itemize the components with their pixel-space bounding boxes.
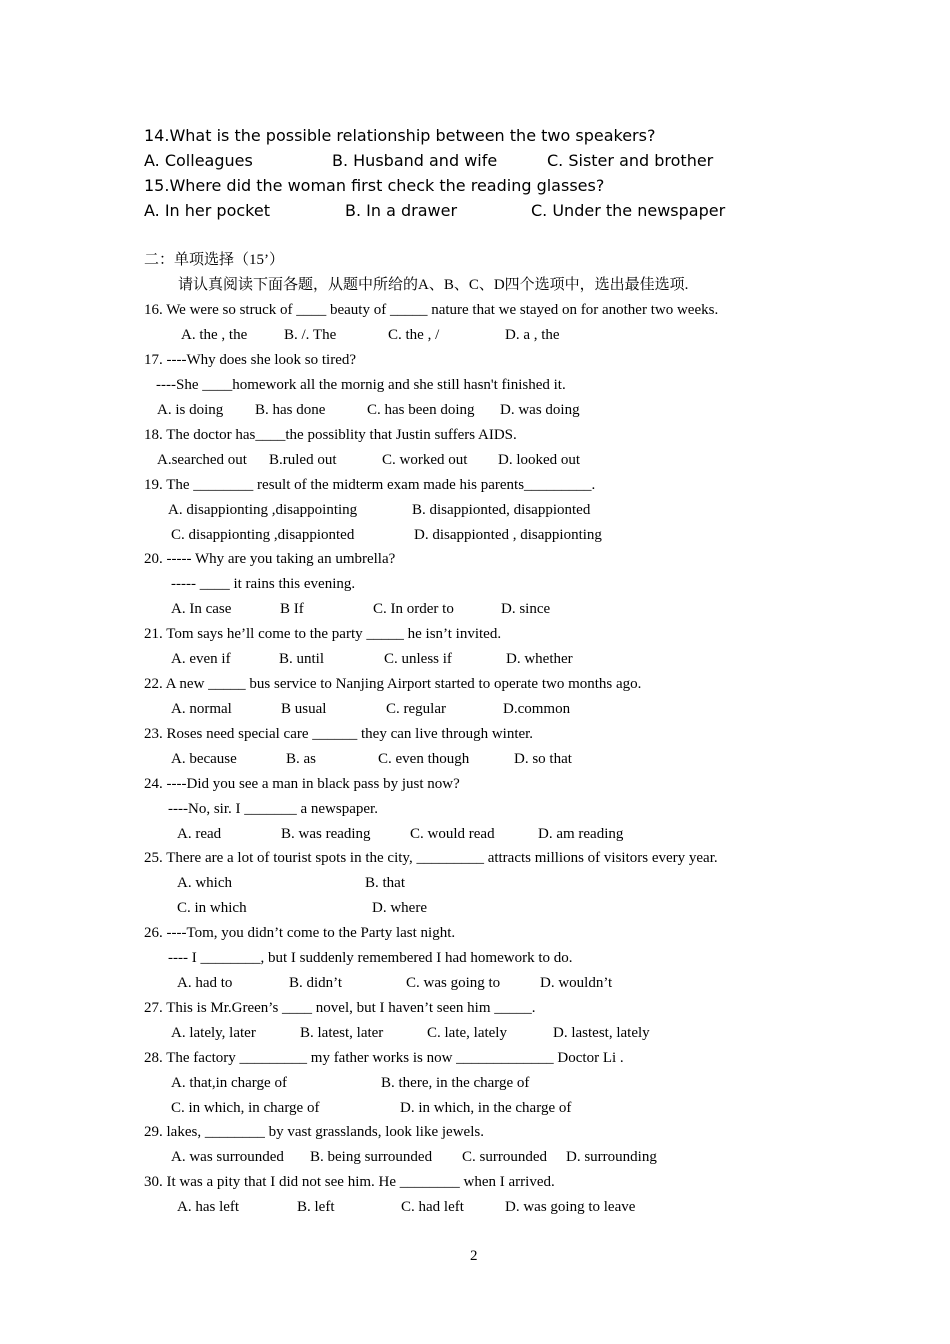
- q14-stem: 14.What is the possible relationship between the two speakers?: [144, 126, 656, 145]
- q30-option-a: A. has left: [177, 1199, 240, 1215]
- q14-option-a: A. Colleagues: [144, 151, 253, 170]
- q21-option-a: A. even if: [171, 651, 231, 667]
- q16-option-c: C. the , /: [388, 327, 440, 343]
- q15-stem: 15.Where did the woman first check the reading glasses?: [144, 176, 605, 195]
- q14-option-b: B. Husband and wife: [332, 151, 498, 170]
- q21-option-d: D. whether: [506, 651, 573, 667]
- q20-option-a: A. In case: [171, 601, 232, 617]
- q16-stem: 16. We were so struck of ____ beauty of _____ nature that we stayed on for another two weeks.: [144, 302, 719, 318]
- q26-option-c: C. was going to: [406, 975, 501, 991]
- q25-option-b: B. that: [365, 875, 405, 891]
- q26-option-b: B. didn’t: [289, 975, 343, 991]
- section-title: 二：单项选择（15’）: [144, 252, 284, 268]
- q28-option-d: D. in which, in the charge of: [400, 1100, 572, 1116]
- q17-stem: 17. ----Why does she look so tired?: [144, 352, 357, 368]
- q30-stem: 30. It was a pity that I did not see him. He ________ when I arrived.: [144, 1174, 555, 1190]
- q21-option-c: C. unless if: [384, 651, 452, 667]
- q19-option-c: C. disappionting ,disappionted: [171, 527, 355, 543]
- q22-option-a: A. normal: [171, 701, 232, 717]
- q28-option-c: C. in which, in charge of: [171, 1100, 320, 1116]
- q18-option-c: C. worked out: [382, 452, 468, 468]
- q18-option-b: B.ruled out: [269, 452, 337, 468]
- q20-option-b: B If: [280, 601, 304, 617]
- q19-option-b: B. disappionted, disappionted: [412, 502, 591, 518]
- q15-option-c: C. Under the newspaper: [531, 201, 726, 220]
- q24-stem-reply: ----No, sir. I _______ a newspaper.: [168, 801, 378, 817]
- q22-stem: 22. A new _____ bus service to Nanjing Airport started to operate two months ago.: [144, 676, 642, 692]
- q20-stem: 20. ----- Why are you taking an umbrella?: [144, 551, 396, 567]
- q21-option-b: B. until: [279, 651, 325, 667]
- q29-stem: 29. lakes, ________ by vast grasslands, look like jewels.: [144, 1124, 484, 1140]
- q29-option-c: C. surrounded: [462, 1149, 547, 1165]
- section-instruction: 请认真阅读下面各题，从题中所给的A、B、C、D四个选项中，选出最佳选项.: [178, 277, 689, 293]
- q24-option-d: D. am reading: [538, 826, 624, 842]
- q25-option-c: C. in which: [177, 900, 247, 916]
- q24-option-c: C. would read: [410, 826, 495, 842]
- q25-option-a: A. which: [177, 875, 232, 891]
- q29-option-d: D. surrounding: [566, 1149, 657, 1165]
- q15-option-b: B. In a drawer: [345, 201, 458, 220]
- q17-option-d: D. was doing: [500, 402, 580, 418]
- q28-stem: 28. The factory _________ my father works is now _____________ Doctor Li .: [144, 1050, 624, 1066]
- q30-option-d: D. was going to leave: [505, 1199, 636, 1215]
- q18-option-d: D. looked out: [498, 452, 581, 468]
- q30-option-b: B. left: [297, 1199, 335, 1215]
- q17-option-c: C. has been doing: [367, 402, 475, 418]
- q22-option-d: D.common: [503, 701, 571, 717]
- q28-option-a: A. that,in charge of: [171, 1075, 287, 1091]
- q17-stem-reply: ----She ____homework all the mornig and she still hasn't finished it.: [156, 377, 566, 393]
- q23-option-c: C. even though: [378, 751, 470, 767]
- q27-option-a: A. lately, later: [171, 1025, 256, 1041]
- q15-option-a: A. In her pocket: [144, 201, 270, 220]
- q23-option-a: A. because: [171, 751, 237, 767]
- q16-option-b: B. /. The: [284, 327, 337, 343]
- q23-option-d: D. so that: [514, 751, 572, 767]
- q26-option-d: D. wouldn’t: [540, 975, 613, 991]
- q25-option-d: D. where: [372, 900, 427, 916]
- q27-option-c: C. late, lately: [427, 1025, 507, 1041]
- q26-option-a: A. had to: [177, 975, 233, 991]
- q29-option-a: A. was surrounded: [171, 1149, 284, 1165]
- q18-option-a: A.searched out: [157, 452, 247, 468]
- q22-option-c: C. regular: [386, 701, 446, 717]
- q27-stem: 27. This is Mr.Green’s ____ novel, but I haven’t seen him _____.: [144, 1000, 536, 1016]
- q20-option-d: D. since: [501, 601, 551, 617]
- q19-stem: 19. The ________ result of the midterm exam made his parents_________.: [144, 477, 596, 493]
- q16-option-a: A. the , the: [181, 327, 248, 343]
- q28-option-b: B. there, in the charge of: [381, 1075, 530, 1091]
- q21-stem: 21. Tom says he’ll come to the party _____ he isn’t invited.: [144, 626, 502, 642]
- q16-option-d: D. a , the: [505, 327, 560, 343]
- q27-option-b: B. latest, later: [300, 1025, 384, 1041]
- q19-option-d: D. disappionted , disappionting: [414, 527, 602, 543]
- q25-stem: 25. There are a lot of tourist spots in the city, _________ attracts millions of visitors every year.: [144, 850, 718, 866]
- q18-stem: 18. The doctor has____the possiblity that Justin suffers AIDS.: [144, 427, 517, 443]
- q23-stem: 23. Roses need special care ______ they can live through winter.: [144, 726, 534, 742]
- q20-option-c: C. In order to: [373, 601, 454, 617]
- q22-option-b: B usual: [281, 701, 327, 717]
- q27-option-d: D. lastest, lately: [553, 1025, 650, 1041]
- q30-option-c: C. had left: [401, 1199, 464, 1215]
- q24-option-a: A. read: [177, 826, 222, 842]
- q26-stem-reply: ---- I ________, but I suddenly remembered I had homework to do.: [168, 950, 573, 966]
- q17-option-b: B. has done: [255, 402, 326, 418]
- q20-stem-reply: ----- ____ it rains this evening.: [171, 576, 356, 592]
- q29-option-b: B. being surrounded: [310, 1149, 433, 1165]
- q14-option-c: C. Sister and brother: [547, 151, 714, 170]
- q17-option-a: A. is doing: [157, 402, 224, 418]
- q26-stem: 26. ----Tom, you didn’t come to the Party last night.: [144, 925, 456, 941]
- q23-option-b: B. as: [286, 751, 316, 767]
- q19-option-a: A. disappionting ,disappointing: [168, 502, 358, 518]
- page-number: 2: [470, 1248, 478, 1264]
- q24-option-b: B. was reading: [281, 826, 371, 842]
- q24-stem: 24. ----Did you see a man in black pass by just now?: [144, 776, 460, 792]
